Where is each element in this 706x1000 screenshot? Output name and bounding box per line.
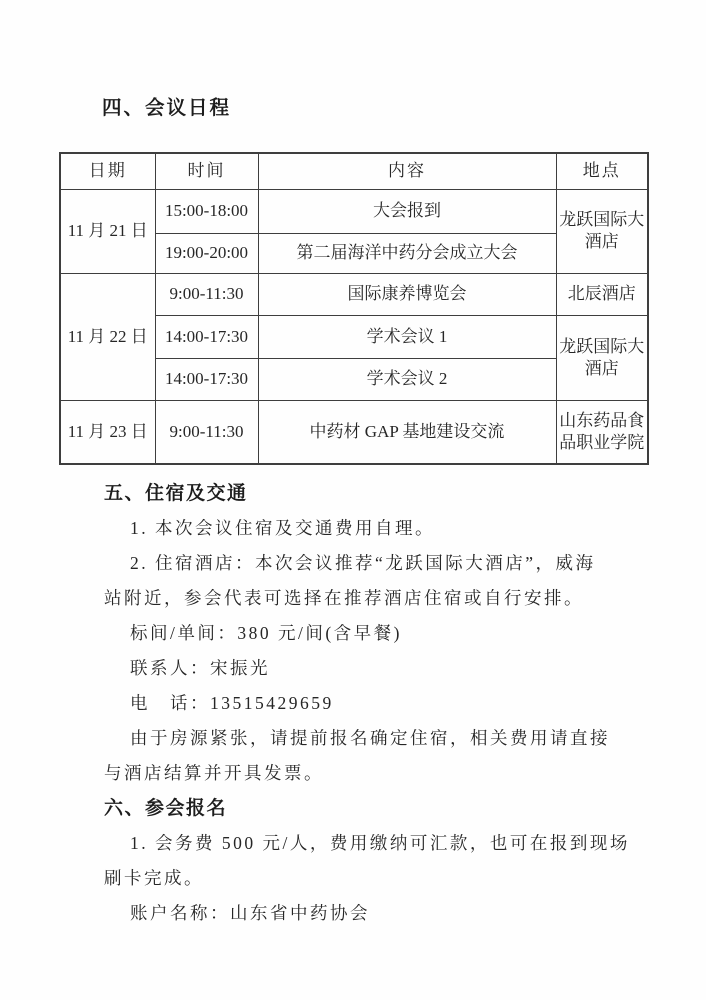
cell-location: 龙跃国际大酒店	[556, 189, 648, 273]
paragraph-booking-notice-line1: 由于房源紧张，请提前报名确定住宿，相关费用请直接	[130, 728, 610, 748]
paragraph-hotel-line1: 2. 住宿酒店：本次会议推荐“龙跃国际大酒店”，威海	[130, 553, 596, 573]
cell-time: 9:00-11:30	[155, 273, 258, 315]
cell-location: 山东药品食品职业学院	[556, 400, 648, 464]
cell-content: 国际康养博览会	[258, 273, 556, 315]
section-heading-schedule: 四、会议日程	[102, 97, 232, 119]
cell-content: 中药材 GAP 基地建设交流	[258, 400, 556, 464]
cell-time: 15:00-18:00	[155, 189, 258, 233]
section-heading-registration: 六、参会报名	[104, 798, 228, 819]
column-header-content: 内容	[258, 153, 556, 189]
cell-time: 9:00-11:30	[155, 400, 258, 464]
cell-content: 大会报到	[258, 189, 556, 233]
cell-time: 14:00-17:30	[155, 358, 258, 400]
column-header-date: 日期	[60, 153, 155, 189]
paragraph-self-pay: 1. 本次会议住宿及交通费用自理。	[130, 518, 435, 538]
column-header-location: 地点	[556, 153, 648, 189]
paragraph-phone-number: 电 话：13515429659	[130, 693, 334, 713]
cell-content: 第二届海洋中药分会成立大会	[258, 233, 556, 273]
cell-location: 龙跃国际大酒店	[556, 315, 648, 400]
cell-date: 11 月 21 日	[60, 189, 155, 273]
table-row	[60, 273, 648, 315]
schedule-table	[59, 152, 649, 465]
body-text	[104, 476, 634, 931]
paragraph-fee-line2: 刷卡完成。	[104, 868, 204, 888]
paragraph-room-price: 标间/单间：380 元/间(含早餐)	[130, 623, 403, 643]
section-heading-lodging: 五、住宿及交通	[104, 483, 248, 504]
cell-content: 学术会议 1	[258, 315, 556, 358]
column-header-time: 时间	[155, 153, 258, 189]
cell-time: 19:00-20:00	[155, 233, 258, 273]
table-header-row	[60, 153, 648, 189]
paragraph-fee-line1: 1. 会务费 500 元/人，费用缴纳可汇款，也可在报到现场	[130, 833, 630, 853]
paragraph-account-name: 账户名称：山东省中药协会	[130, 903, 370, 923]
paragraph-hotel-line2: 站附近，参会代表可选择在推荐酒店住宿或自行安排。	[104, 588, 584, 608]
cell-date: 11 月 23 日	[60, 400, 155, 464]
cell-time: 14:00-17:30	[155, 315, 258, 358]
table-row	[60, 189, 648, 233]
paragraph-booking-notice-line2: 与酒店结算并开具发票。	[104, 763, 324, 783]
cell-location: 北辰酒店	[556, 273, 648, 315]
cell-content: 学术会议 2	[258, 358, 556, 400]
cell-date: 11 月 22 日	[60, 273, 155, 400]
table-row	[60, 400, 648, 464]
paragraph-contact-person: 联系人：宋振光	[130, 658, 270, 678]
